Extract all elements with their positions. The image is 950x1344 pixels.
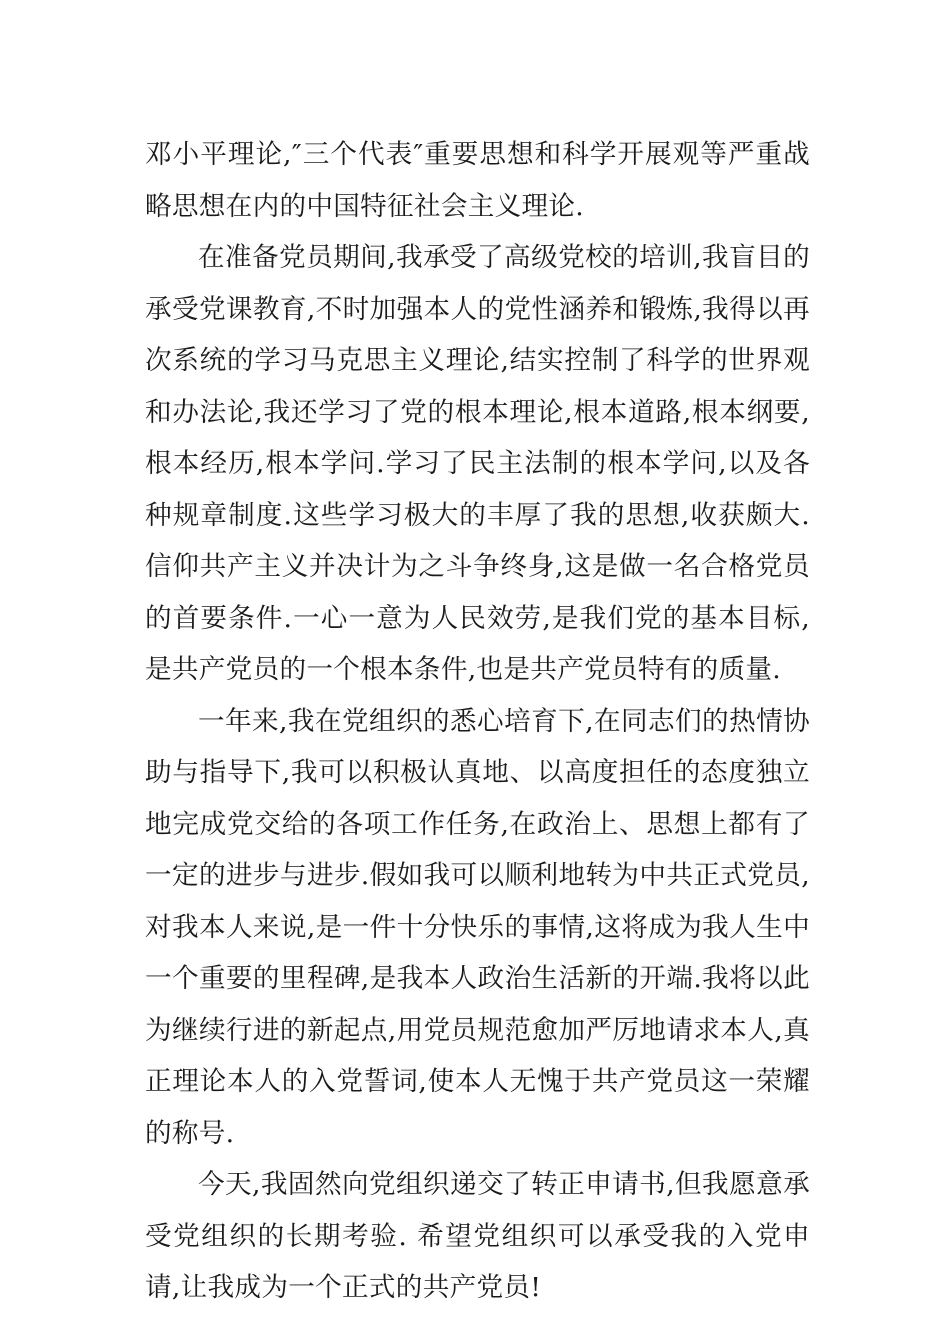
paragraph-3: 一年来,我在党组织的悉心培育下,在同志们的热情协助与指导下,我可以积极认真地、以高度担任的态度独立地完成党交给的各项工作任务,在政治上、思想上都有了一定的进步与进步.假如我可以顺利地转为中共正式党员,对我本人来说,是一件十分快乐的事情,这将成为我人生中一个重要的里程碑,是我本人政治生活新的开端.我将以此为继续行进的新起点,用党员规范愈加严厉地请求本人,真正理论本人的入党誓词,使本人无愧于共产党员这一荣耀的称号.: [145, 705, 810, 1149]
paragraph-2: 在准备党员期间,我承受了高级党校的培训,我盲目的承受党课教育,不时加强本人的党性涵养和锻炼,我得以再次系统的学习马克思主义理论,结实控制了科学的世界观和办法论,我还学习了党的根本理论,根本道路,根本纲要,根本经历,根本学问.学习了民主法制的根本学问,以及各种规章制度.这些学习极大的丰厚了我的思想,收获颇大. 信仰共产主义并决计为之斗争终身,这是做一名合格党员的首要条件.一心一意为人民效劳,是我们党的基本目标,是共产党员的一个根本条件,也是共产党员特有的质量.: [145, 242, 810, 685]
document-body: [145, 129, 810, 1314]
paragraph-1: 邓小平理论,″三个代表″重要思想和科学开展观等严重战略思想在内的中国特征社会主义理论.: [145, 139, 810, 222]
paragraph-4: 今天,我固然向党组织递交了转正申请书,但我愿意承受党组织的长期考验. 希望党组织可以承受我的入党申请,让我成为一个正式的共产党员!: [145, 1169, 810, 1303]
